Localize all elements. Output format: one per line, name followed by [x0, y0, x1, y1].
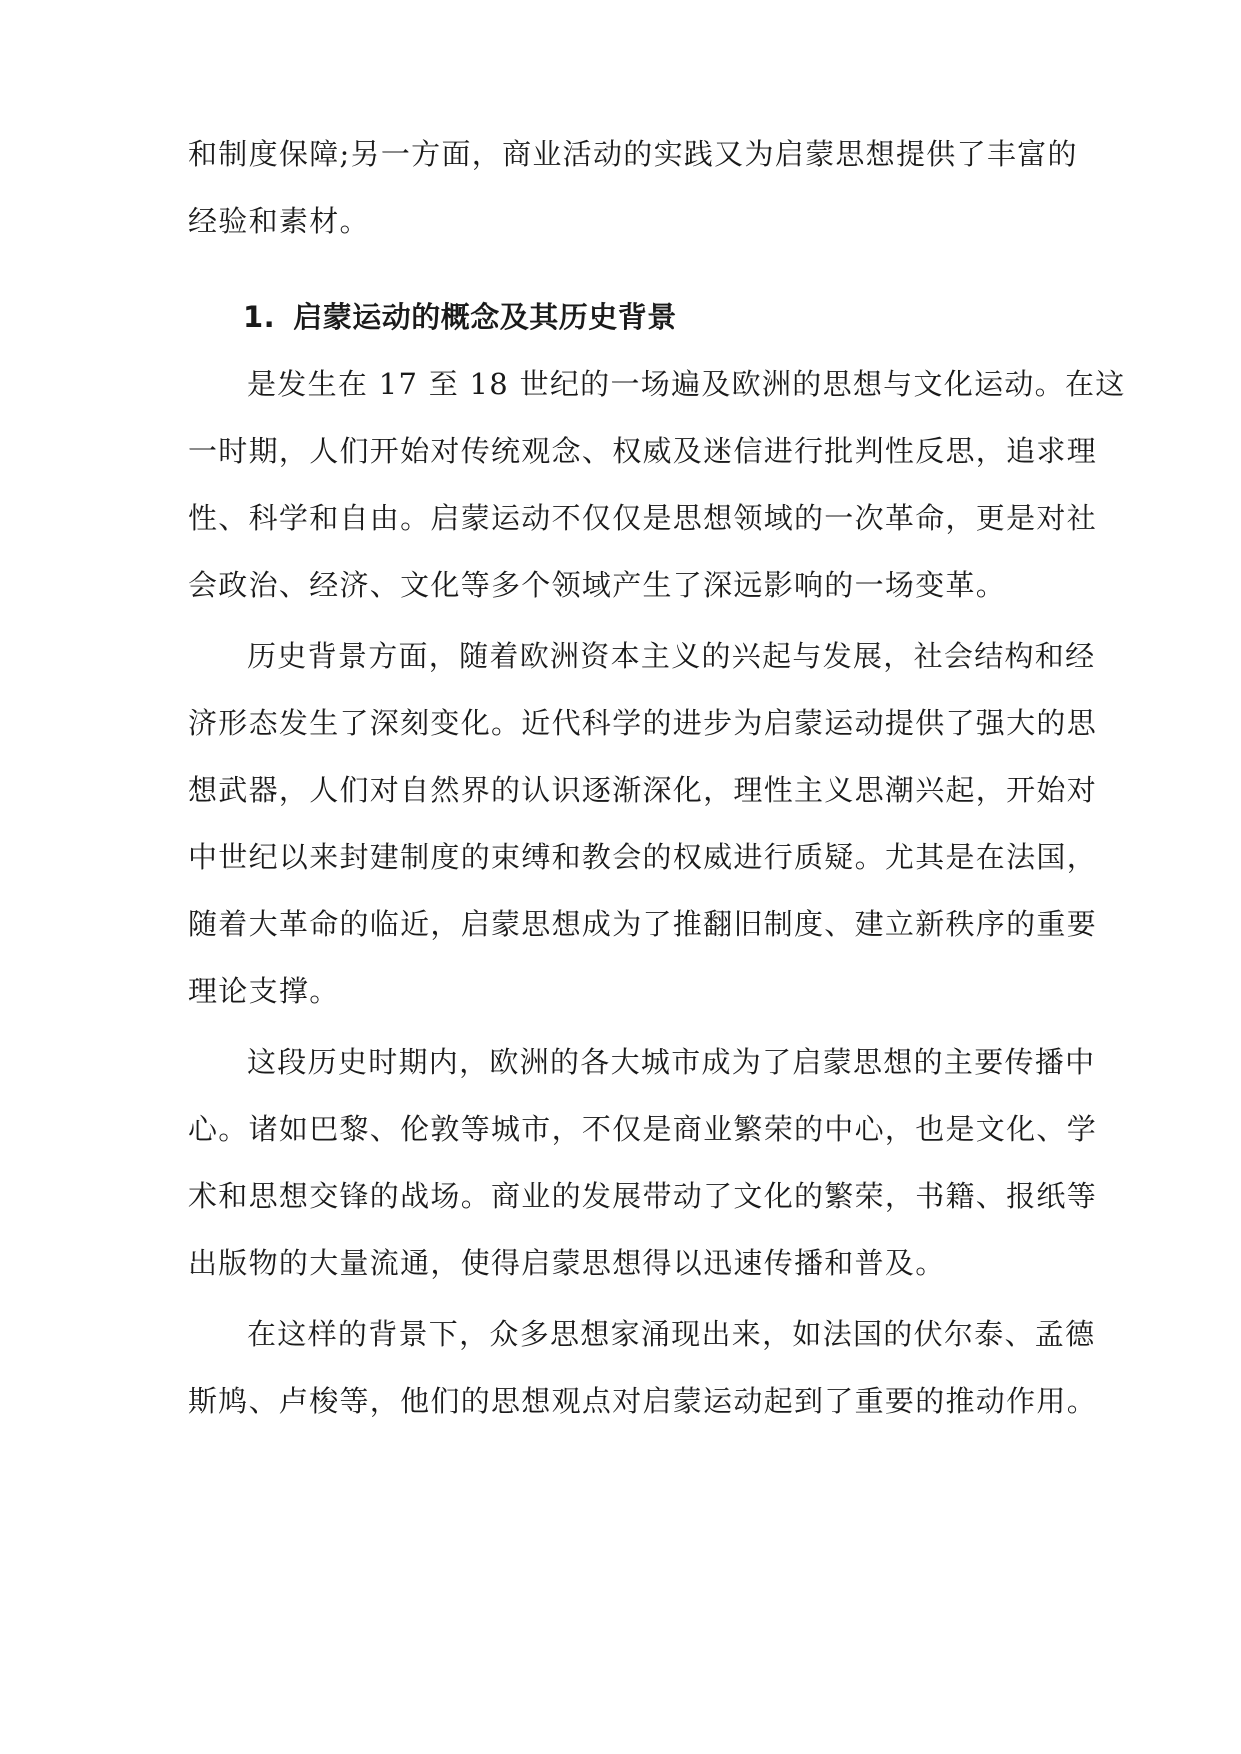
text-line: 和制度保障;另一方面，商业活动的实践又为启蒙思想提供了丰富的 [188, 137, 1078, 171]
text-line: 会政治、经济、文化等多个领域产生了深远影响的一场变革。 [188, 568, 1007, 602]
text-line: 历史背景方面，随着欧洲资本主义的兴起与发展，社会结构和经 [247, 639, 1096, 673]
text-line: 想武器，人们对自然界的认识逐渐深化，理性主义思潮兴起，开始对 [188, 773, 1098, 807]
text-line: 是发生在 17 至 18 世纪的一场遍及欧洲的思想与文化运动。在这 [247, 367, 1126, 401]
text-line: 出版物的大量流通，使得启蒙思想得以迅速传播和普及。 [188, 1246, 946, 1280]
text-line: 经验和素材。 [188, 204, 370, 238]
text-line: 术和思想交锋的战场。商业的发展带动了文化的繁荣，书籍、报纸等 [188, 1179, 1098, 1213]
text-line: 中世纪以来封建制度的束缚和教会的权威进行质疑。尤其是在法国， [188, 840, 1098, 874]
text-line: 一时期，人们开始对传统观念、权威及迷信进行批判性反思，追求理 [188, 434, 1098, 468]
text-line: 随着大革命的临近，启蒙思想成为了推翻旧制度、建立新秩序的重要 [188, 907, 1098, 941]
text-line: 理论支撑。 [188, 974, 340, 1008]
section-title: 启蒙运动的概念及其历史背景 [293, 300, 677, 334]
text-line: 性、科学和自由。启蒙运动不仅仅是思想领域的一次革命，更是对社 [188, 501, 1098, 535]
text-line: 济形态发生了深刻变化。近代科学的进步为启蒙运动提供了强大的思 [188, 706, 1098, 740]
section-number: 1. [243, 300, 276, 334]
text-line: 这段历史时期内，欧洲的各大城市成为了启蒙思想的主要传播中 [247, 1045, 1096, 1079]
section-heading [243, 297, 677, 337]
text-line: 心。诸如巴黎、伦敦等城市，不仅是商业繁荣的中心，也是文化、学 [188, 1112, 1098, 1146]
text-line: 斯鸠、卢梭等，他们的思想观点对启蒙运动起到了重要的推动作用。 [188, 1384, 1098, 1418]
text-line: 在这样的背景下，众多思想家涌现出来，如法国的伏尔泰、孟德 [247, 1317, 1096, 1351]
